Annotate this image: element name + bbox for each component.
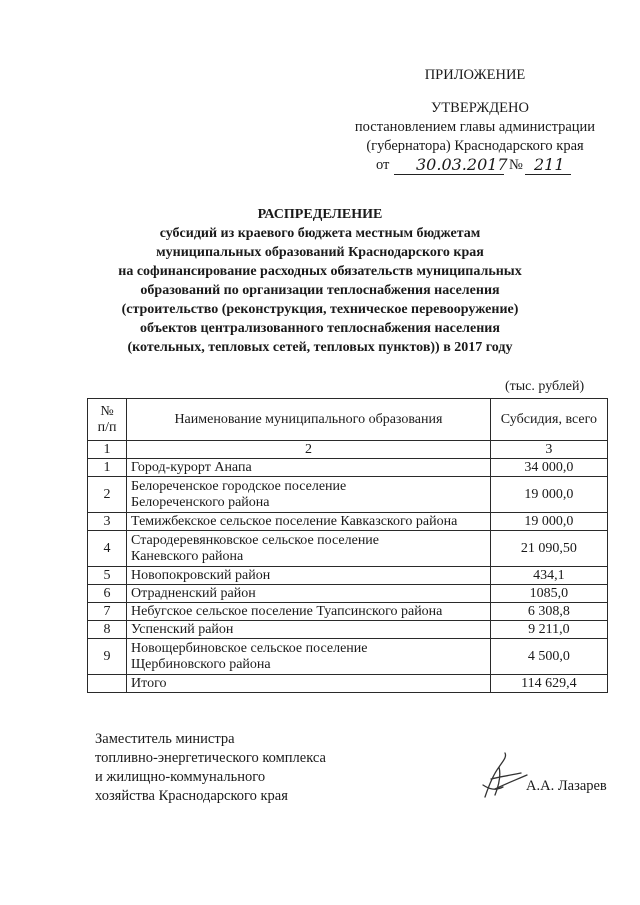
row-name-line: Новощербиновское сельское поселение	[131, 640, 368, 656]
row-subsidy: 9 211,0	[490, 621, 607, 639]
number-underline	[525, 174, 571, 175]
date-prefix: от	[376, 157, 390, 173]
row-subsidy: 19 000,0	[490, 513, 607, 531]
signer-block	[95, 730, 326, 806]
row-name-line: Стародеревянковское сельское поселение	[131, 532, 380, 548]
table-row	[88, 459, 608, 477]
row-name-line: Новопокровский район	[131, 567, 271, 583]
row-subsidy: 19 000,0	[490, 477, 607, 513]
row-number: 5	[88, 567, 127, 585]
row-subsidy: 6 308,8	[490, 603, 607, 621]
table-header-row	[88, 399, 608, 441]
row-name-line: Белореченского района	[131, 494, 270, 510]
row-name-line: Успенский район	[131, 621, 234, 637]
units-label: (тыс. рублей)	[505, 379, 585, 394]
table-row	[88, 585, 608, 603]
row-name	[127, 567, 491, 585]
column-number: 1	[88, 441, 127, 459]
number-value: 211	[534, 155, 565, 174]
table-row	[88, 639, 608, 675]
row-name	[127, 531, 491, 567]
row-number: 7	[88, 603, 127, 621]
row-subsidy: 21 090,50	[490, 531, 607, 567]
appendix-label: ПРИЛОЖЕНИЕ	[424, 67, 526, 83]
row-number: 8	[88, 621, 127, 639]
column-number: 2	[127, 441, 491, 459]
row-subsidy: 34 000,0	[490, 459, 607, 477]
title-line: на софинансирование расходных обязательств муниципальных	[118, 264, 522, 279]
header-subsidy: Субсидия, всего	[490, 399, 607, 441]
total-value: 114 629,4	[490, 675, 607, 693]
row-name-line: Темижбекское сельское поселение Кавказского района	[131, 513, 458, 529]
title-line: объектов централизованного теплоснабжения населения	[140, 321, 500, 336]
approved-by-line-1: постановлением главы администрации	[354, 119, 596, 135]
header-number-line-2: п/п	[97, 419, 117, 435]
approval-date-line	[376, 155, 576, 175]
title-line: (строительство (реконструкция, техническое перевооружение)	[121, 302, 519, 317]
row-name-line: Небугское сельское поселение Туапсинского района	[131, 603, 443, 619]
row-number: 6	[88, 585, 127, 603]
title-line: муниципальных образований Краснодарского края	[156, 245, 484, 260]
column-number-row	[88, 441, 608, 459]
subsidy-table	[87, 398, 608, 693]
row-name	[127, 477, 491, 513]
row-name	[127, 585, 491, 603]
row-number: 2	[88, 477, 127, 513]
row-name-line: Щербиновского района	[131, 656, 271, 672]
row-number: 1	[88, 459, 127, 477]
row-name-line: Отрадненский район	[131, 585, 256, 601]
row-name	[127, 603, 491, 621]
row-name	[127, 459, 491, 477]
header-name: Наименование муниципального образования	[127, 399, 491, 441]
signer-name: А.А. Лазарев	[526, 778, 607, 794]
column-number: 3	[490, 441, 607, 459]
header-number-line-1: №	[100, 403, 114, 419]
total-number-cell	[88, 675, 127, 693]
title-line: образований по организации теплоснабжения населения	[140, 283, 500, 298]
signer-title-line: Заместитель министра	[95, 731, 235, 747]
approved-label: УТВЕРЖДЕНО	[431, 100, 529, 116]
title-heading: РАСПРЕДЕЛЕНИЕ	[257, 207, 383, 222]
table-row	[88, 477, 608, 513]
row-subsidy: 434,1	[490, 567, 607, 585]
row-name	[127, 513, 491, 531]
table-row	[88, 621, 608, 639]
signer-title-line: хозяйства Краснодарского края	[95, 788, 288, 804]
row-name	[127, 621, 491, 639]
table-row	[88, 531, 608, 567]
total-row	[88, 675, 608, 693]
title-line: субсидий из краевого бюджета местным бюджетам	[159, 226, 481, 241]
date-value: 30.03.2017	[416, 155, 508, 174]
document-title	[70, 205, 570, 357]
row-number: 9	[88, 639, 127, 675]
table-row	[88, 513, 608, 531]
row-number: 4	[88, 531, 127, 567]
row-subsidy: 1085,0	[490, 585, 607, 603]
approved-by-line-2: (губернатора) Краснодарского края	[366, 138, 584, 154]
date-underline	[394, 174, 504, 175]
row-name-line: Каневского района	[131, 548, 244, 564]
row-subsidy: 4 500,0	[490, 639, 607, 675]
table-row	[88, 567, 608, 585]
table-row	[88, 603, 608, 621]
total-label: Итого	[127, 675, 491, 693]
handwritten-signature	[455, 745, 535, 805]
title-line: (котельных, тепловых сетей, тепловых пунктов)) в 2017 году	[127, 340, 513, 355]
header-number	[88, 399, 127, 441]
row-name-line: Город-курорт Анапа	[131, 459, 252, 475]
row-number: 3	[88, 513, 127, 531]
number-prefix: №	[509, 157, 523, 173]
row-name	[127, 639, 491, 675]
signer-title-line: и жилищно-коммунального	[95, 769, 266, 785]
row-name-line: Белореченское городское поселение	[131, 478, 347, 494]
signer-title-line: топливно-энергетического комплекса	[95, 750, 326, 766]
